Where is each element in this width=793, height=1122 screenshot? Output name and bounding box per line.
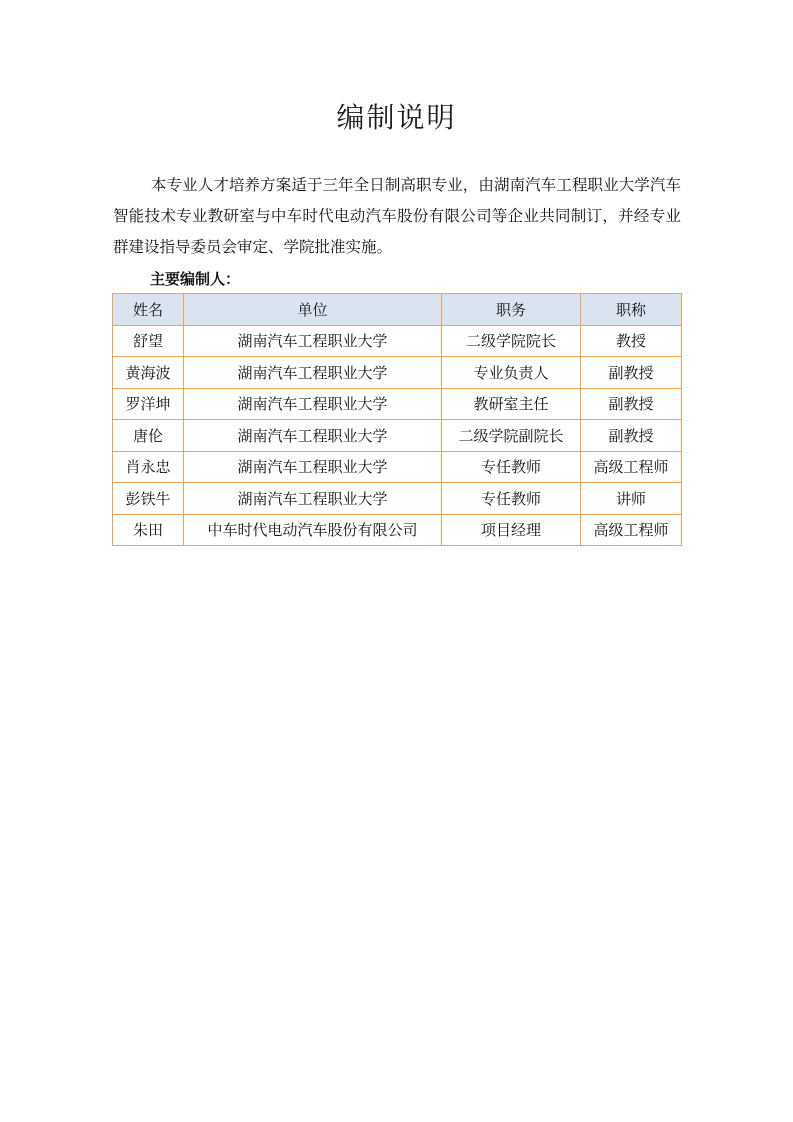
cell-name: 朱田 <box>113 514 184 546</box>
table-row <box>113 357 682 389</box>
cell-position: 教研室主任 <box>442 388 581 420</box>
table-row <box>113 451 682 483</box>
cell-unit: 中车时代电动汽车股份有限公司 <box>184 514 442 546</box>
header-unit: 单位 <box>184 294 442 326</box>
editors-label: 主要编制人： <box>150 270 241 288</box>
cell-position: 二级学院院长 <box>442 325 581 357</box>
cell-name: 舒望 <box>113 325 184 357</box>
editors-table <box>112 293 682 546</box>
intro-paragraph: 本专业人才培养方案适于三年全日制高职专业，由湖南汽车工程职业大学汽车智能技术专业教研室与中车时代电动汽车股份有限公司等企业共同制订，并经专业群建设指导委员会审定、学院批准实施。 <box>113 176 681 256</box>
cell-title: 讲师 <box>581 483 682 515</box>
cell-name: 彭铁牛 <box>113 483 184 515</box>
cell-position: 项目经理 <box>442 514 581 546</box>
table-row <box>113 420 682 452</box>
cell-title: 高级工程师 <box>581 514 682 546</box>
table-header-row <box>113 294 682 326</box>
cell-position: 二级学院副院长 <box>442 420 581 452</box>
cell-title: 副教授 <box>581 420 682 452</box>
cell-title: 教授 <box>581 325 682 357</box>
page-title: 编制说明 <box>336 101 457 134</box>
cell-title: 副教授 <box>581 357 682 389</box>
header-name: 姓名 <box>113 294 184 326</box>
header-position: 职务 <box>442 294 581 326</box>
cell-position: 专业负责人 <box>442 357 581 389</box>
cell-name: 黄海波 <box>113 357 184 389</box>
table-row <box>113 514 682 546</box>
cell-unit: 湖南汽车工程职业大学 <box>184 388 442 420</box>
cell-title: 高级工程师 <box>581 451 682 483</box>
cell-unit: 湖南汽车工程职业大学 <box>184 420 442 452</box>
table-row <box>113 388 682 420</box>
cell-name: 肖永忠 <box>113 451 184 483</box>
cell-position: 专任教师 <box>442 451 581 483</box>
cell-unit: 湖南汽车工程职业大学 <box>184 451 442 483</box>
table-row <box>113 325 682 357</box>
cell-name: 唐伦 <box>113 420 184 452</box>
table-row <box>113 483 682 515</box>
cell-unit: 湖南汽车工程职业大学 <box>184 483 442 515</box>
cell-name: 罗洋坤 <box>113 388 184 420</box>
header-title: 职称 <box>581 294 682 326</box>
cell-title: 副教授 <box>581 388 682 420</box>
cell-position: 专任教师 <box>442 483 581 515</box>
cell-unit: 湖南汽车工程职业大学 <box>184 325 442 357</box>
cell-unit: 湖南汽车工程职业大学 <box>184 357 442 389</box>
